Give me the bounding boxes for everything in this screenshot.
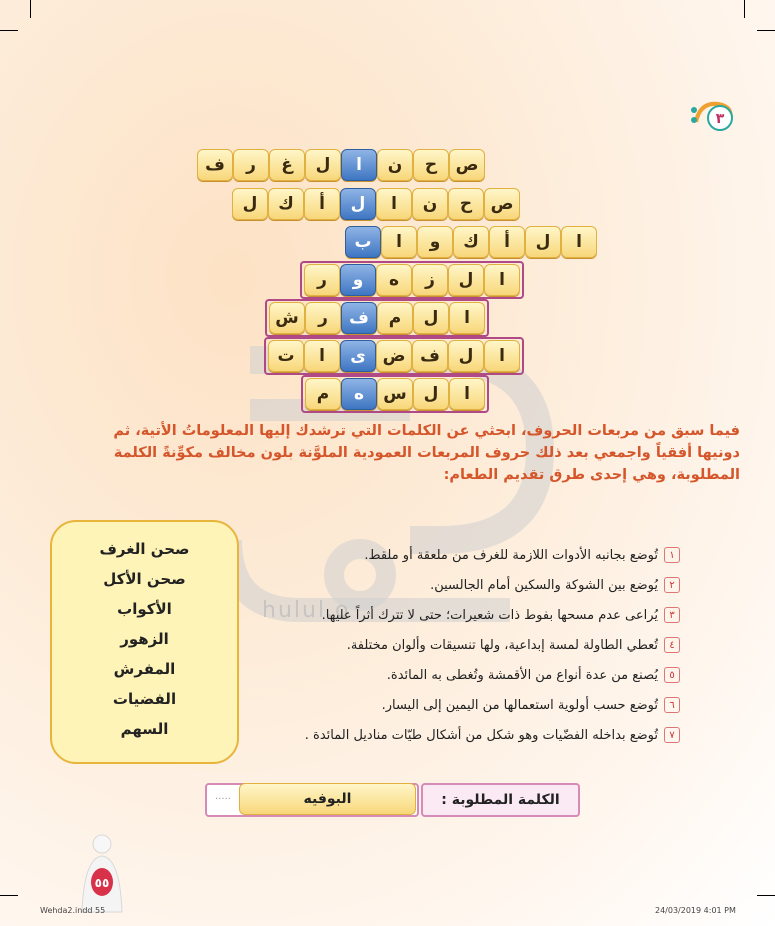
crop-mark xyxy=(757,895,775,896)
grid-cell[interactable]: ه xyxy=(341,378,377,410)
clue-item xyxy=(250,690,680,720)
letter-grid xyxy=(0,0,775,420)
grid-cell[interactable]: ص xyxy=(449,149,485,181)
clue-number: ٦ xyxy=(664,697,680,713)
grid-cell[interactable]: ا xyxy=(449,302,485,334)
grid-cell[interactable]: ا xyxy=(304,340,340,372)
word-bank-item: الزهور xyxy=(120,630,169,648)
instructions-text: فيما سبق من مربعات الحروف، ابحثي عن الكلمات التي ترشدك إليها المعلوماتُ الأتية، ثم دونيها أفقياً واجمعي بعد ذلك حروف المربعات العمودية الملوَّنة بلون مخالف مكوِّنةً الكلمة المطلوبة، وهي إحدى طرق تقديم الطعام: xyxy=(113,423,740,483)
answer-row xyxy=(205,783,580,817)
grid-cell[interactable]: أ xyxy=(489,226,525,258)
grid-cell[interactable]: م xyxy=(377,302,413,334)
clue-item xyxy=(250,570,680,600)
word-bank-item: صحن الأكل xyxy=(103,570,186,588)
page-number: ٥٥ xyxy=(94,876,110,890)
clue-number: ٤ xyxy=(664,637,680,653)
footer-date: 24/03/2019 4:01 PM xyxy=(655,906,736,915)
clue-text: تُعطي الطاولة لمسة إبداعية، ولها تنسيقات وألوان مختلفة. xyxy=(346,637,658,653)
grid-cell[interactable]: ر xyxy=(233,149,269,181)
clue-item xyxy=(250,630,680,660)
grid-cell[interactable]: ى xyxy=(340,340,376,372)
clue-text: يُراعى عدم مسحها بفوط ذات شعيرات؛ حتى لا تترك أثراً عليها. xyxy=(321,607,658,623)
clue-text: يُوضع بين الشوكة والسكين أمام الجالسين. xyxy=(430,577,658,593)
clue-item xyxy=(250,600,680,630)
grid-cell[interactable]: ن xyxy=(377,149,413,181)
clue-number: ٥ xyxy=(664,667,680,683)
grid-cell[interactable]: ك xyxy=(453,226,489,258)
answer-value: البوفيه xyxy=(239,783,416,815)
word-bank-item: الأكواب xyxy=(117,600,172,618)
grid-cell[interactable]: ن xyxy=(412,188,448,220)
grid-cell[interactable]: ل xyxy=(232,188,268,220)
grid-cell[interactable]: ه xyxy=(376,264,412,296)
grid-cell[interactable]: غ xyxy=(269,149,305,181)
grid-cell[interactable]: ا xyxy=(376,188,412,220)
grid-cell[interactable]: ل xyxy=(525,226,561,258)
clue-number: ١ xyxy=(664,547,680,563)
grid-cell[interactable]: ت xyxy=(268,340,304,372)
clue-item xyxy=(250,540,680,570)
clue-list xyxy=(250,540,680,750)
answer-label: الكلمة المطلوبة : xyxy=(421,783,580,817)
word-bank-item: السهم xyxy=(120,720,169,738)
answer-field[interactable] xyxy=(205,783,419,817)
grid-cell[interactable]: ا xyxy=(341,149,377,181)
grid-cell[interactable]: س xyxy=(377,378,413,410)
grid-cell[interactable]: ا xyxy=(484,264,520,296)
grid-cell[interactable]: ر xyxy=(305,302,341,334)
grid-cell[interactable]: ل xyxy=(448,264,484,296)
grid-cell[interactable]: ك xyxy=(268,188,304,220)
clue-number: ٧ xyxy=(664,727,680,743)
grid-cell[interactable]: ز xyxy=(412,264,448,296)
grid-cell[interactable]: ض xyxy=(376,340,412,372)
grid-cell[interactable]: ا xyxy=(561,226,597,258)
page-number-figure xyxy=(72,832,132,914)
grid-cell[interactable]: ا xyxy=(449,378,485,410)
watermark-text: hulul.o xyxy=(262,598,351,623)
word-bank-item: الفضيات xyxy=(112,690,177,708)
word-bank xyxy=(50,520,239,764)
word-bank-item: صحن الغرف xyxy=(99,540,190,558)
grid-cell[interactable]: ف xyxy=(341,302,377,334)
grid-cell[interactable]: ب xyxy=(345,226,381,258)
footer-file: Wehda2.indd 55 xyxy=(40,906,106,915)
clue-item xyxy=(250,660,680,690)
grid-cell[interactable]: ر xyxy=(304,264,340,296)
grid-cell[interactable]: و xyxy=(417,226,453,258)
clue-text: تُوضع حسب أولوية استعمالها من اليمين إلى اليسار. xyxy=(381,697,658,713)
grid-cell[interactable]: ح xyxy=(413,149,449,181)
grid-cell[interactable]: ل xyxy=(413,302,449,334)
grid-cell[interactable]: م xyxy=(305,378,341,410)
clue-text: يُصنع من عدة أنواع من الأقمشة وتُغطى به المائدة. xyxy=(386,667,658,683)
clue-number: ٢ xyxy=(664,577,680,593)
grid-cell[interactable]: أ xyxy=(304,188,340,220)
clue-number: ٣ xyxy=(664,607,680,623)
grid-cell[interactable]: ل xyxy=(305,149,341,181)
grid-cell[interactable]: ل xyxy=(448,340,484,372)
answer-dots: ..... xyxy=(215,791,231,802)
grid-cell[interactable]: ا xyxy=(484,340,520,372)
grid-cell[interactable]: ف xyxy=(197,149,233,181)
clue-item xyxy=(250,720,680,750)
word-bank-item: المفرش xyxy=(113,660,176,678)
grid-cell[interactable]: ل xyxy=(340,188,376,220)
grid-cell[interactable]: ص xyxy=(484,188,520,220)
grid-cell[interactable]: ل xyxy=(413,378,449,410)
grid-cell[interactable]: ف xyxy=(412,340,448,372)
clue-text: تُوضع بداخله الفضّيات وهو شكل من أشكال طيّات مناديل المائدة . xyxy=(304,727,658,743)
activity-number: ٣ xyxy=(715,111,725,127)
clue-text: تُوضع بجانبه الأدوات اللازمة للغرف من ملعقة أو ملقط. xyxy=(364,547,658,563)
grid-cell[interactable]: ا xyxy=(381,226,417,258)
grid-cell[interactable]: و xyxy=(340,264,376,296)
grid-cell[interactable]: ح xyxy=(448,188,484,220)
grid-cell[interactable]: ش xyxy=(269,302,305,334)
crop-mark xyxy=(0,895,18,896)
